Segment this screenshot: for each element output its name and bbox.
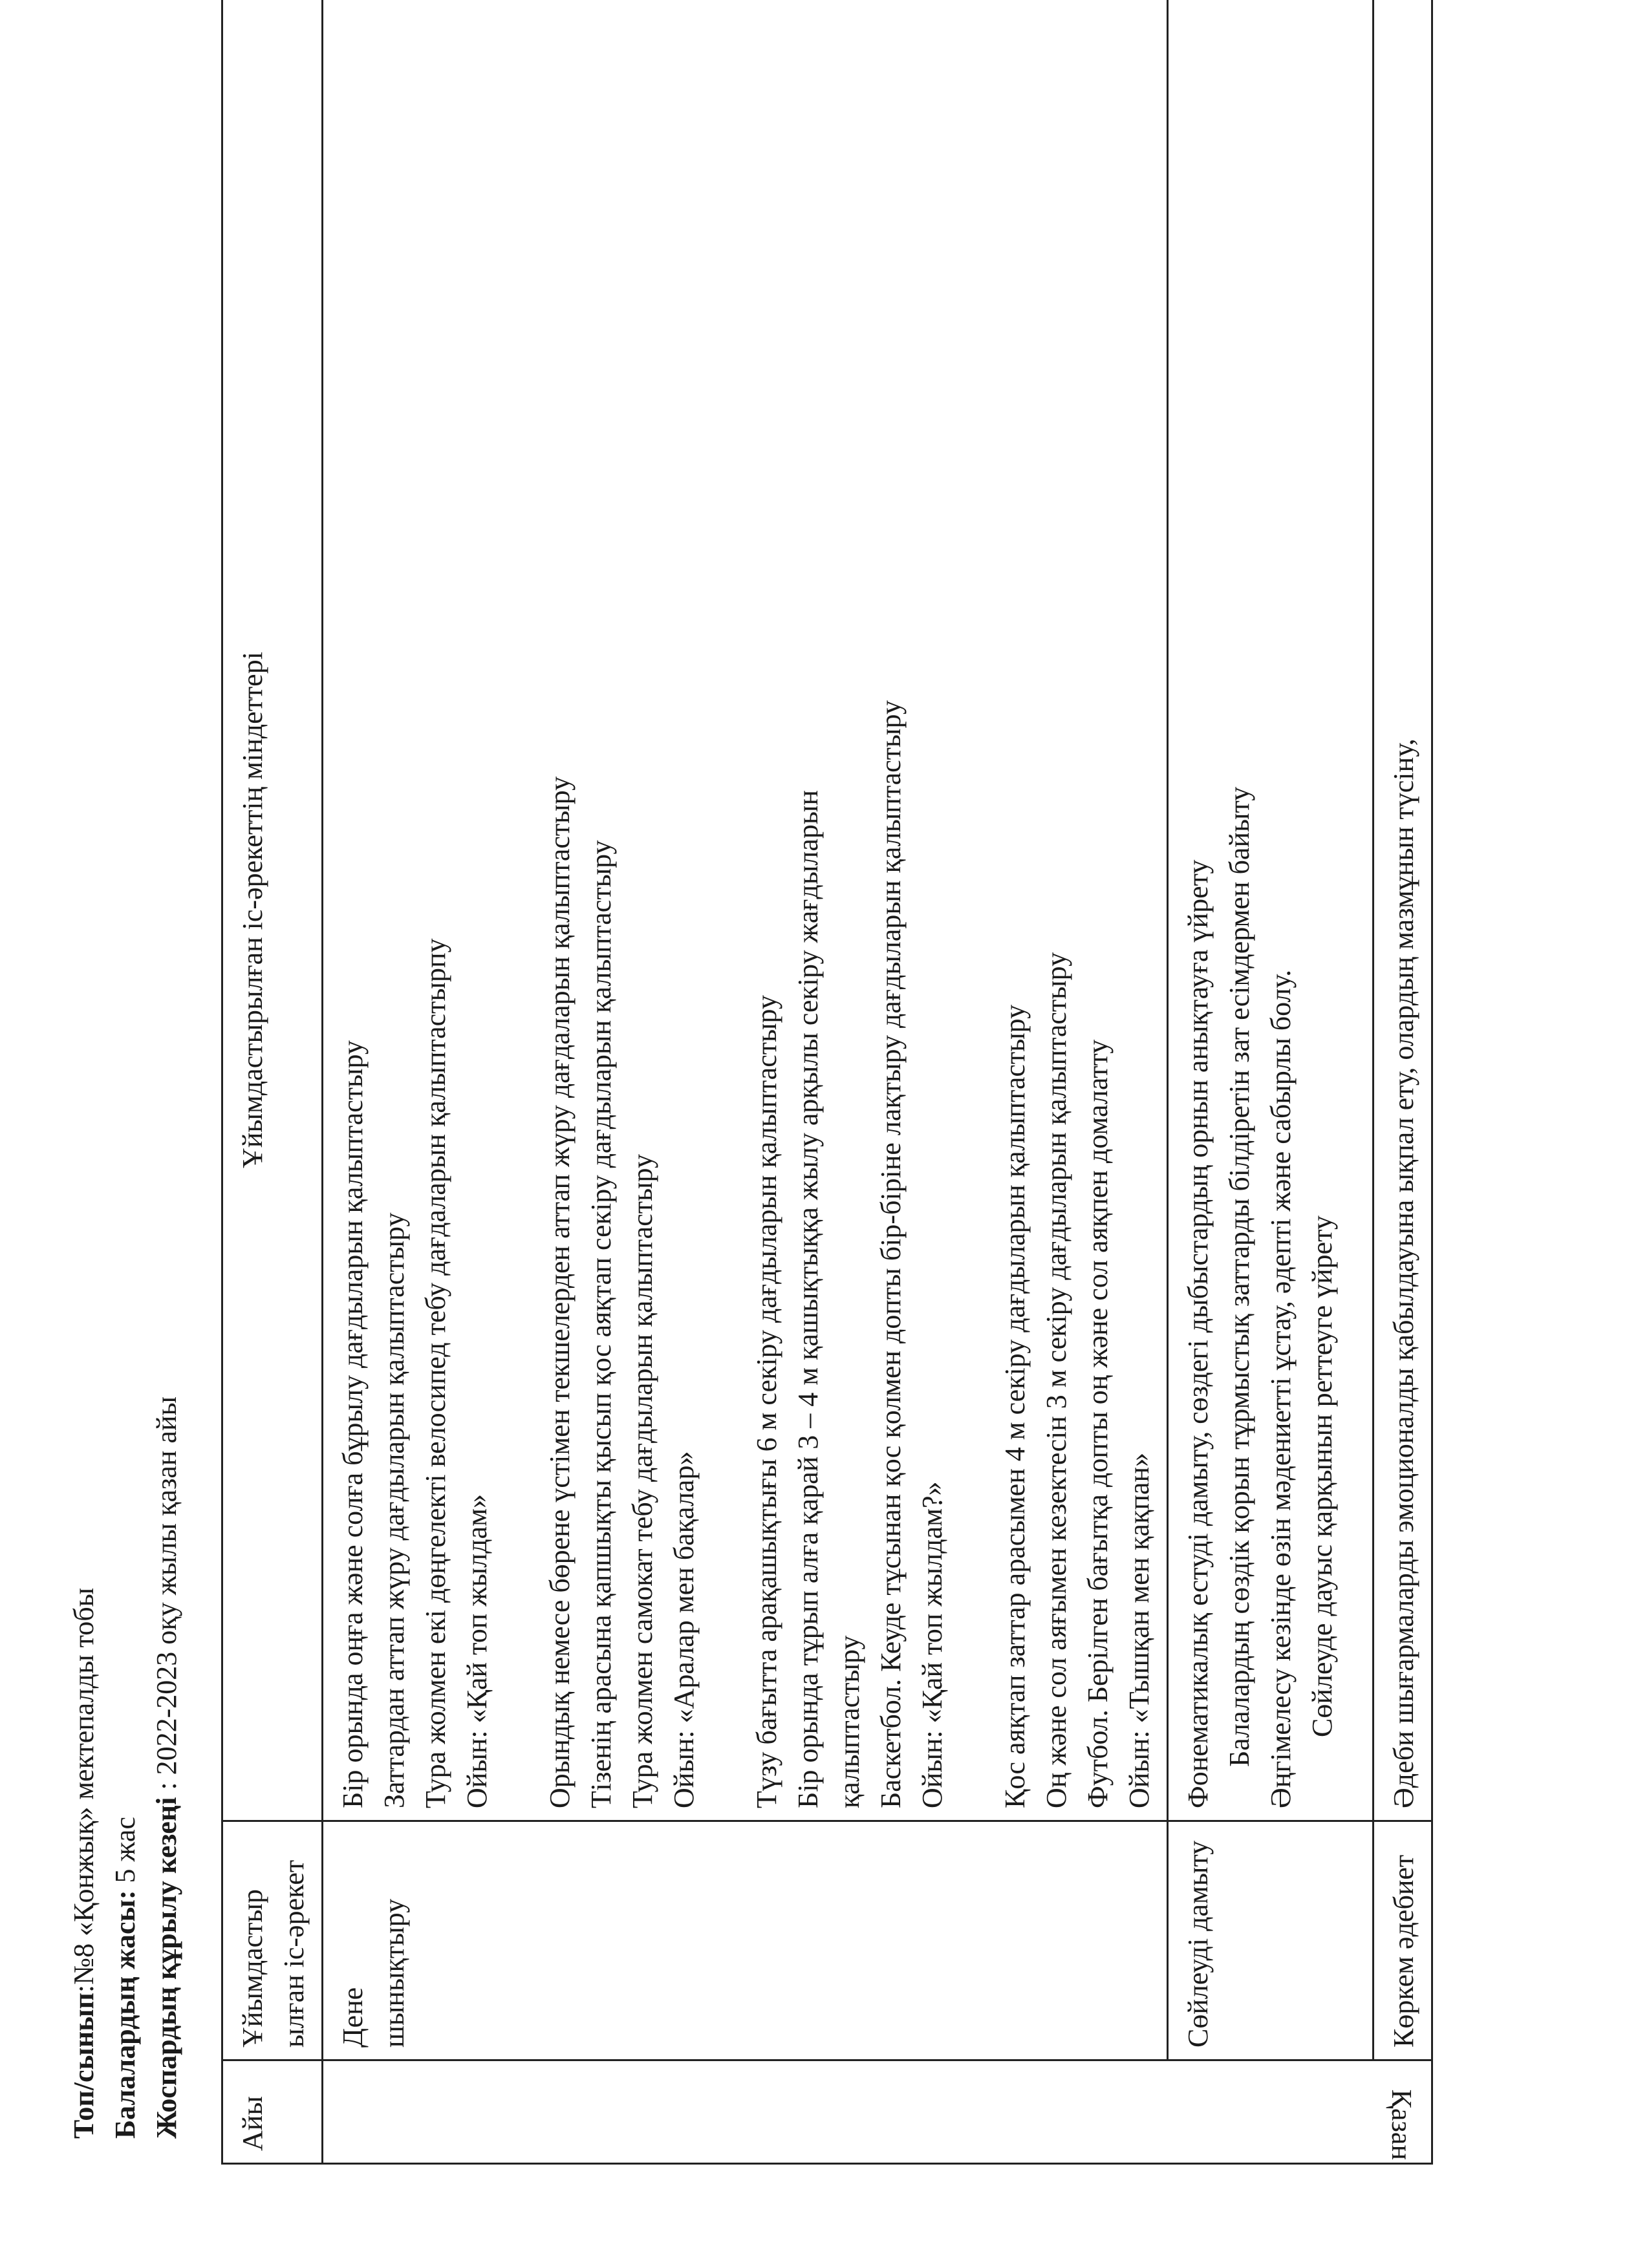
header-activity <box>222 1821 323 2060</box>
month-cell <box>323 2060 1432 2164</box>
period-value: : 2022-2023 оқу жылы қазан айы <box>151 1396 182 1797</box>
task-gap <box>953 12 995 1808</box>
task-line: Әдеби шығармаларды эмоционалды қабылдауына ықпал ету, олардың мазмұнын түсіну, <box>1388 738 1419 1808</box>
document-header <box>63 1396 188 2139</box>
task-line: Орындық немесе бөрене үстімен текшелерден аттап жүру дағдаларын қалыптастыру <box>544 776 576 1808</box>
task-line: Бір орында оңға және солға бұрылу дағдыларын қалыптастыру <box>337 1040 369 1808</box>
table-row-physical <box>323 0 1168 2164</box>
age-value: 5 жас <box>109 1817 141 1890</box>
task-line: Заттардан аттап жүру дағдыларын қалыптастыру <box>378 1212 410 1808</box>
task-line: Ойын: «Қай топ жылдам?» <box>916 1481 948 1808</box>
task-line: Қос аяқтап заттар арасымен 4 м секіру дағдыларын қалыптастыру <box>999 1004 1031 1808</box>
period-label: Жоспардың құрылу кезеңі <box>151 1797 182 2139</box>
header-month: Айы <box>222 2060 323 2164</box>
task-line: қалыптастыру <box>834 1635 865 1808</box>
activity-physical: Дене шынықтыру <box>323 1821 1168 2060</box>
age-label: Балалардың жасы: <box>109 1890 141 2139</box>
task-line: Футбол. Берілген бағытқа допты оң және сол аяқпен домалатту <box>1082 1039 1114 1808</box>
period-line <box>146 1396 188 2139</box>
header-activity-line2: ылған іс-әрекет <box>278 1859 310 2048</box>
tasks-physical <box>323 0 1168 1821</box>
group-value: :№8 «Қонжық» мектепалды тобы <box>68 1587 100 1993</box>
table-header-row <box>222 0 323 2164</box>
task-line: Сөйлеуде дауыс қарқынын реттеуге үйрету <box>1306 1215 1338 1737</box>
task-gap <box>498 12 539 1808</box>
group-label: Топ/сынып <box>68 1993 100 2139</box>
task-line: Тура жолмен самокат тебу дағдыларын қалыптастыру <box>627 1154 658 1808</box>
month-value: Қазан <box>1386 2089 1417 2160</box>
table-row-speech <box>1168 0 1374 2164</box>
task-line: Ойын: «Тышқан мен қақпан» <box>1123 1452 1155 1808</box>
plan-table <box>221 0 1433 2165</box>
header-tasks: Ұйымдастырылған іс-әрекеттің міндеттері <box>222 0 323 1821</box>
activity-speech: Сөйлеуді дамыту <box>1168 1821 1374 2060</box>
task-line: Балалардың сөздік қорын тұрмыстық заттарды білдіретін зат есімдермен байыту <box>1223 786 1255 1767</box>
task-line: Ойын: «Қай топ жылдам» <box>461 1494 493 1808</box>
task-line: Ойын: «Аралар мен бақалар» <box>668 1451 700 1808</box>
task-line: Тура жолмен екі дөңгелекті велосипед тебу дағдаларын қалыптастырпу <box>420 938 451 1808</box>
activity-literature: Көркем әдебиет <box>1374 1821 1432 2060</box>
task-line: Әңгімелесу кезінде өзін мәдениетті ұстау, әдепті және сабырлы болу. <box>1265 969 1297 1808</box>
task-line: Фонематикалық естуді дамыту, сөздегі дыбыстардың орнын анықтауға үйрету <box>1182 859 1214 1808</box>
header-activity-line1: Ұйымдастыр <box>237 1889 268 2048</box>
task-line: Оң және сол аяғымен кезектесін 3 м секіру дағдыларын қалыптастыру <box>1040 952 1072 1808</box>
task-line: Тізенің арасына қапшықты қысып қос аяқтап секіру дағдыларын қалыптастыру <box>585 840 617 1808</box>
tasks-literature <box>1374 0 1432 1821</box>
task-line: Түзу бағытта арақашықтығы 6 м секіру дағдыларын қалыптастыру <box>751 995 782 1808</box>
task-gap <box>705 12 746 1808</box>
tasks-speech <box>1168 0 1374 1821</box>
group-line <box>63 1396 105 2139</box>
age-line <box>105 1396 146 2139</box>
table-row-literature <box>1374 0 1432 2164</box>
task-line: Бір орында тұрып алға қарай 3 – 4 м қашықтыққа жылу арқылы секіру жағдыларын <box>792 790 824 1808</box>
task-line: Баскетбол. Кеуде тұсынан қос қолмен допты бір-біріне лақтыру дағдыларын қалыптастыру <box>875 700 907 1808</box>
